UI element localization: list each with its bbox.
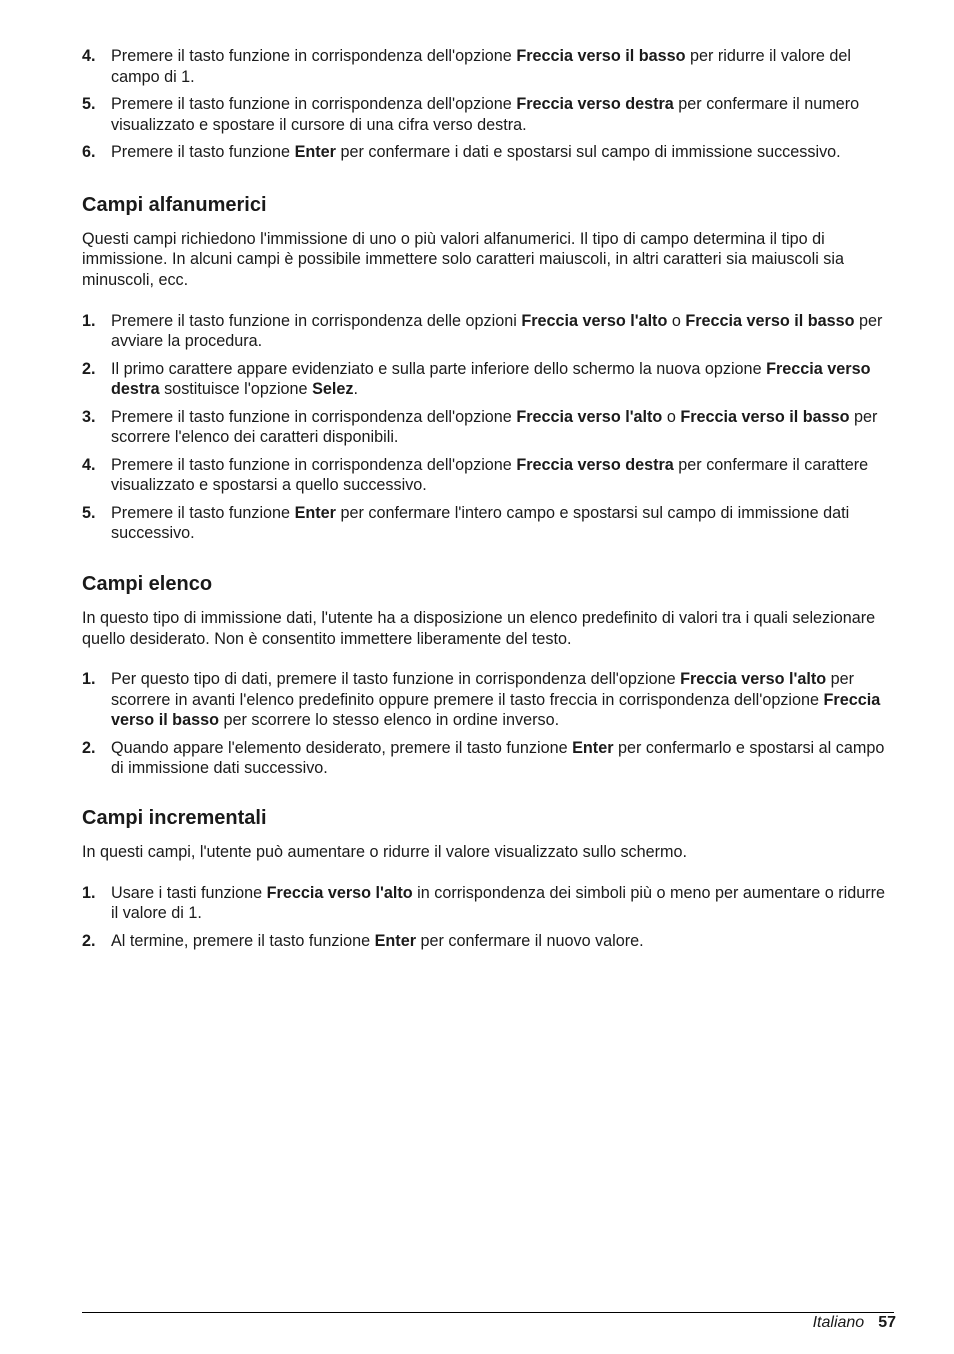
step-text: per confermarlo e spostarsi al campo di immissione dati successivo. (111, 738, 885, 778)
step-text: Usare i tasti funzione (111, 883, 267, 902)
footer-divider (82, 1312, 894, 1313)
intro-campi-elenco: In questo tipo di immissione dati, l'utente ha a disposizione un elenco predefinito di valori tra i quali selezionare quello desiderato. Non è consentito immettere liberamente del testo. (82, 608, 876, 648)
step-text: Premere il tasto funzione in corrispondenza dell'opzione (111, 47, 517, 65)
step-keyword: Enter (294, 143, 336, 161)
list-item (82, 407, 892, 448)
step-text: Quando appare l'elemento desiderato, premere il tasto funzione (111, 738, 573, 757)
step-keyword: Freccia verso l'alto (266, 883, 413, 902)
list-item (82, 738, 892, 779)
step-keyword: Freccia verso l'alto (680, 670, 827, 689)
step-number: 6. (82, 143, 96, 161)
step-text: per confermare i dati e spostarsi sul campo di immissione successivo. (335, 143, 841, 161)
list-item (82, 311, 892, 352)
step-text: Per questo tipo di dati, premere il tasto funzione in corrispondenza dell'opzione (111, 670, 681, 689)
step-text: sostituisce l'opzione (159, 380, 313, 399)
page-footer (813, 1313, 896, 1333)
step-text: Il primo carattere appare evidenziato e sulla parte inferiore dello schermo la nuova opzione (111, 359, 767, 378)
step-text: . (353, 380, 358, 399)
step-text: o (667, 311, 686, 330)
intro-campi-incrementali: In questi campi, l'utente può aumentare o ridurre il valore visualizzato sullo schermo. (82, 842, 688, 861)
step-text: per confermare l'intero campo e spostarsi sul campo di immissione dati successivo. (111, 503, 850, 543)
step-text: Al termine, premere il tasto funzione (111, 931, 375, 950)
step-text: per confermare il carattere visualizzato e spostarsi a quello successivo. (111, 455, 869, 495)
step-text: per scorrere l'elenco dei caratteri disponibili. (111, 407, 878, 447)
step-text: Premere il tasto funzione (111, 503, 295, 522)
list-item (82, 669, 892, 731)
list-item (82, 883, 892, 924)
step-text: Premere il tasto funzione in corrispondenza dell'opzione (111, 407, 517, 426)
list-item (82, 359, 892, 400)
page-content (82, 46, 892, 951)
step-number: 4. (82, 455, 96, 474)
step-keyword: Enter (374, 931, 417, 950)
footer-language: Italiano (812, 1314, 865, 1331)
list-item (82, 455, 892, 496)
step-number: 5. (82, 503, 96, 522)
step-text: per confermare il numero visualizzato e spostare il cursore di una cifra verso destra. (111, 95, 860, 134)
step-text: Premere il tasto funzione in corrispondenza dell'opzione (111, 455, 517, 474)
heading-campi-alfanumerici: Campi alfanumerici (82, 193, 267, 216)
step-number: 5. (82, 95, 96, 113)
list-item (82, 142, 892, 163)
steps-list-campi-incrementali (82, 883, 892, 952)
step-number: 4. (82, 47, 96, 65)
step-keyword: Enter (572, 738, 614, 757)
step-number: 1. (82, 311, 96, 330)
step-text: per scorrere lo stesso elenco in ordine inverso. (218, 711, 560, 730)
step-text: Premere il tasto funzione in corrispondenza delle opzioni (111, 311, 522, 330)
step-keyword: Selez (312, 380, 354, 399)
page-number: 57 (878, 1314, 896, 1331)
heading-campi-incrementali: Campi incrementali (82, 806, 267, 829)
list-item (82, 931, 892, 952)
step-keyword: Freccia verso destra (516, 455, 674, 474)
step-number: 3. (82, 407, 96, 426)
step-keyword: Freccia verso il basso (680, 407, 850, 426)
step-keyword: Freccia verso l'alto (521, 311, 668, 330)
step-text: Premere il tasto funzione in corrispondenza dell'opzione (111, 95, 517, 113)
intro-campi-alfanumerici: Questi campi richiedono l'immissione di uno o più valori alfanumerici. Il tipo di campo determina il tipo di immissione. In alcuni campi è possibile immettere solo caratteri maiuscoli, in altri caratteri sia maiuscoli sia minuscoli, ecc. (82, 229, 844, 290)
heading-campi-elenco: Campi elenco (82, 572, 213, 595)
step-number: 2. (82, 359, 96, 378)
step-text: o (662, 407, 681, 426)
step-text: Premere il tasto funzione (111, 143, 295, 161)
steps-list-continued (82, 46, 892, 163)
steps-list-campi-alfanumerici (82, 311, 892, 544)
step-keyword: Freccia verso destra (516, 95, 674, 113)
step-keyword: Enter (294, 503, 336, 522)
step-keyword: Freccia verso il basso (111, 690, 881, 730)
step-text: per scorrere in avanti l'elenco predefinito oppure premere il tasto freccia in corrispondenza dell'opzione (111, 670, 855, 709)
step-number: 2. (82, 931, 96, 950)
step-number: 2. (82, 738, 96, 757)
step-keyword: Freccia verso il basso (685, 311, 855, 330)
step-text: per ridurre il valore del campo di 1. (111, 47, 852, 86)
steps-list-campi-elenco (82, 669, 892, 779)
step-keyword: Freccia verso il basso (516, 47, 686, 65)
list-item (82, 503, 892, 544)
step-keyword: Freccia verso l'alto (516, 407, 663, 426)
list-item (82, 94, 892, 135)
step-text: per confermare il nuovo valore. (416, 931, 644, 950)
step-text: per avviare la procedura. (111, 311, 883, 351)
step-text: in corrispondenza dei simboli più o meno per aumentare o ridurre il valore di 1. (111, 883, 886, 923)
list-item (82, 46, 892, 87)
step-number: 1. (82, 670, 96, 689)
step-number: 1. (82, 883, 96, 902)
step-keyword: Freccia verso destra (111, 359, 871, 399)
